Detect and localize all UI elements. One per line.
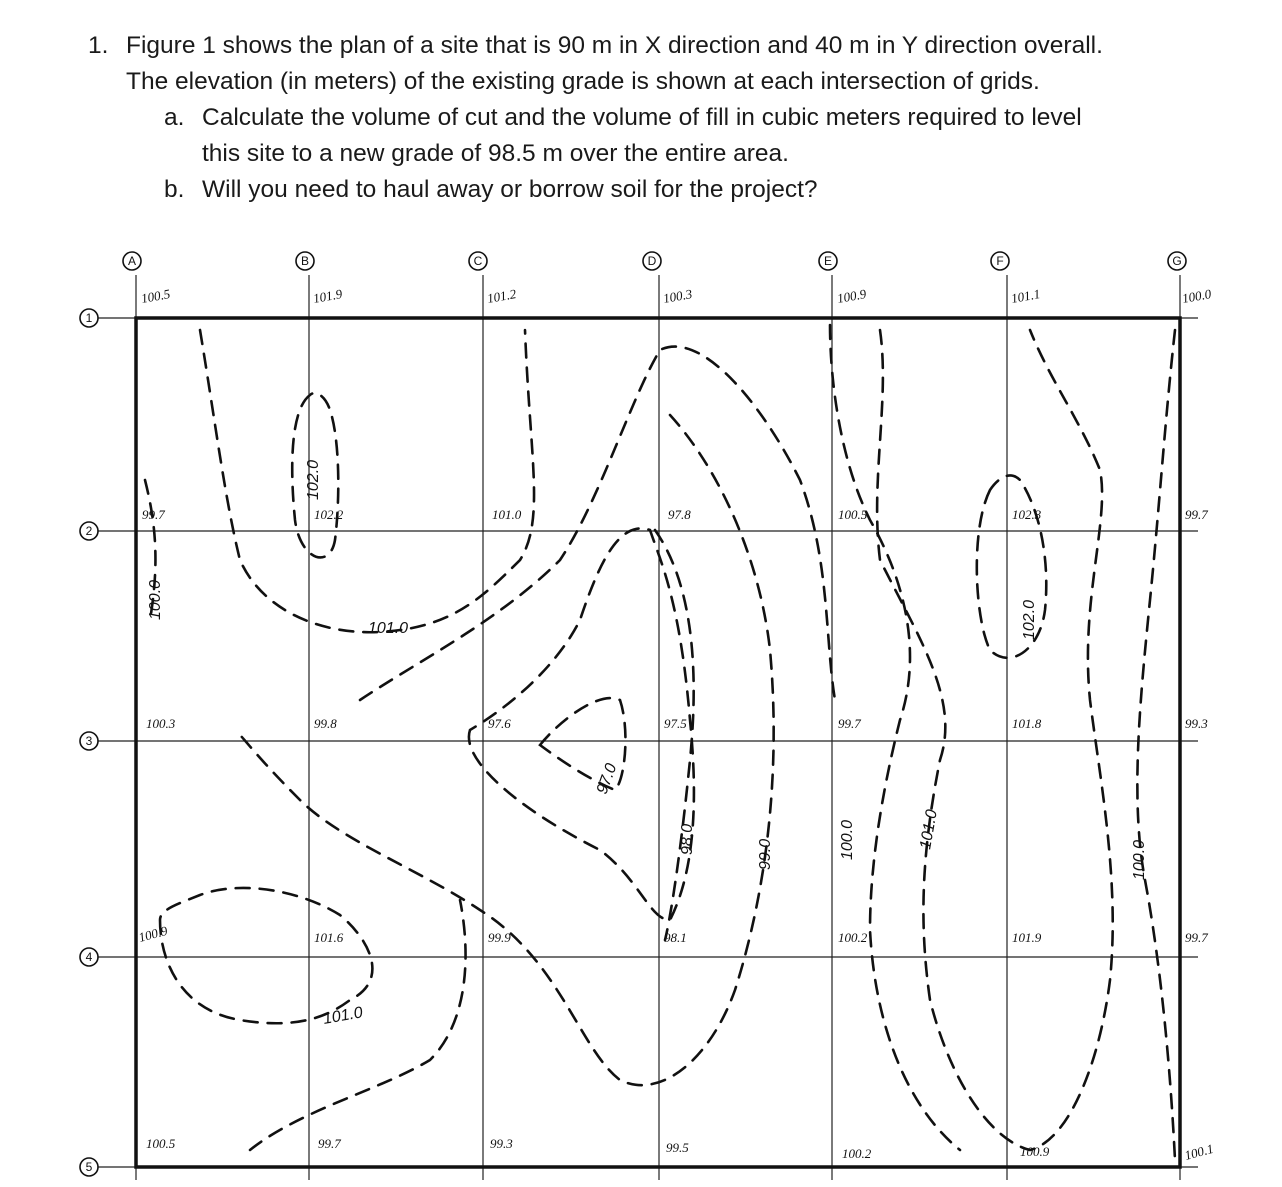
contour-label-101-b4: 101.0	[321, 1004, 365, 1028]
elevation-A3: 100.3	[146, 716, 176, 731]
elevation-F1: 101.1	[1009, 286, 1042, 306]
contour-label-97: 97.0	[593, 761, 621, 797]
grid-horizontals	[90, 318, 1198, 1167]
contour-101-mid	[360, 347, 835, 700]
elevation-G5: 100.1	[1182, 1140, 1216, 1163]
elevation-D1: 100.3	[661, 286, 694, 306]
contour-label-100-g: 100.0	[1131, 839, 1148, 880]
elevation-C5: 99.3	[490, 1136, 513, 1151]
contour-98	[655, 530, 694, 940]
row-label-2: 2	[85, 524, 93, 538]
contour-100-e	[830, 325, 960, 1150]
column-label-A: A	[127, 254, 137, 268]
elevation-C4: 99.9	[488, 930, 511, 945]
part-a: a. Calculate the volume of cut and the volume of fill in cubic meters required to level	[164, 104, 1082, 131]
contours	[145, 325, 1175, 1160]
row-label-1: 1	[85, 311, 93, 325]
elevation-D4: 98.1	[664, 930, 687, 945]
column-label-D: D	[647, 254, 657, 268]
part-b: b. Will you need to haul away or borrow soil for the project?	[164, 176, 818, 203]
elevation-A1: 100.5	[139, 286, 172, 306]
question-number: 1.	[88, 32, 109, 59]
elevation-E4: 100.2	[838, 930, 868, 945]
contour-100-g	[1137, 330, 1175, 1160]
elevation-D2: 97.8	[668, 507, 691, 522]
contour-labels	[147, 460, 1148, 1028]
question-line-2: The elevation (in meters) of the existing grade is shown at each intersection of grids.	[126, 68, 1040, 95]
contour-label-99: 99.0	[757, 838, 774, 870]
elevation-F5: 100.9	[1020, 1144, 1050, 1159]
elevation-C1: 101.2	[485, 286, 518, 306]
elevation-B3: 99.8	[314, 716, 337, 731]
elevation-G3: 99.3	[1185, 716, 1208, 731]
row-label-3: 3	[85, 734, 93, 748]
elevation-B5: 99.7	[318, 1136, 341, 1151]
contour-label-98: 98.0	[679, 823, 696, 855]
elevation-B4: 101.6	[314, 930, 344, 945]
elevation-E1: 100.9	[835, 286, 868, 306]
elevation-A5: 100.5	[146, 1136, 176, 1151]
column-label-B: B	[300, 254, 310, 268]
elevation-D5: 99.5	[666, 1140, 689, 1155]
row-label-4: 4	[85, 950, 93, 964]
elevation-E3: 99.7	[838, 716, 861, 731]
contour-label-101-mid: 101.0	[368, 620, 409, 637]
contour-label-100-e: 100.0	[839, 819, 856, 860]
elevation-E5: 100.2	[842, 1146, 872, 1161]
contour-label-102-b: 102.0	[305, 459, 322, 500]
contour-101-bottom	[250, 900, 466, 1150]
elevation-G1: 100.0	[1180, 286, 1213, 306]
contour-101-b4	[160, 888, 372, 1023]
elevation-F2: 102.3	[1012, 507, 1042, 522]
column-markers	[123, 252, 1186, 270]
part-a-continued: this site to a new grade of 98.5 m over the entire area.	[202, 140, 789, 167]
column-label-G: G	[1172, 254, 1182, 268]
elevation-F4: 101.9	[1012, 930, 1042, 945]
question-line-1: 1. Figure 1 shows the plan of a site that is 90 m in X direction and 40 m in Y direction overall.	[88, 28, 1238, 64]
column-label-E: E	[823, 254, 833, 268]
contour-101-left	[200, 330, 534, 632]
contour-label-100-a: 100.0	[147, 579, 164, 620]
elevation-G4: 99.7	[1185, 930, 1208, 945]
elevation-C2: 101.0	[492, 507, 522, 522]
contour-label-101-ef: 101.0	[917, 808, 941, 851]
column-label-C: C	[473, 254, 483, 268]
column-label-F: F	[996, 254, 1004, 268]
row-markers	[80, 309, 98, 1176]
elevation-G2: 99.7	[1185, 507, 1208, 522]
row-label-5: 5	[85, 1160, 93, 1174]
elevation-E2: 100.5	[838, 507, 868, 522]
elevation-D3: 97.5	[664, 716, 687, 731]
elevation-F3: 101.8	[1012, 716, 1042, 731]
elevation-B1: 101.9	[311, 286, 344, 306]
elevation-A4: 100.9	[136, 922, 170, 945]
contour-101-ef	[877, 330, 1113, 1150]
elevation-C3: 97.6	[488, 716, 511, 731]
elevation-A2: 99.7	[142, 507, 165, 522]
elevation-B2: 102.2	[314, 507, 344, 522]
contour-label-102-f: 102.0	[1021, 599, 1038, 640]
